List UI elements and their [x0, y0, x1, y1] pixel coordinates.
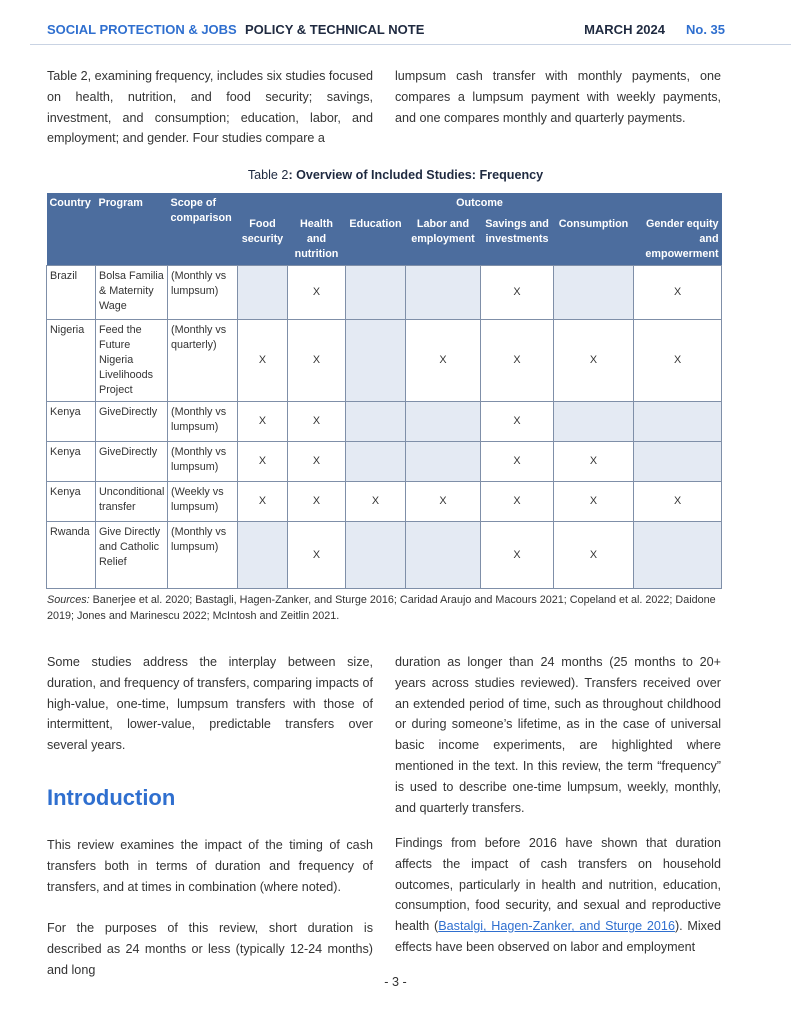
- cell-savings-investments: X: [481, 522, 554, 589]
- cell-program: GiveDirectly: [96, 402, 168, 442]
- table-row: [47, 522, 722, 589]
- body-paragraph-left-1: [47, 652, 373, 756]
- cell-food-security: X: [238, 482, 288, 522]
- cell-consumption: X: [554, 522, 634, 589]
- cell-labor-employment: [406, 522, 481, 589]
- cell-education: [346, 522, 406, 589]
- cell-consumption: X: [554, 442, 634, 482]
- cell-scope: (Monthly vs quarterly): [168, 320, 238, 402]
- frequency-table: [46, 193, 722, 589]
- sources-text: Banerjee et al. 2020; Bastagli, Hagen-Zanker, and Sturge 2016; Caridad Araujo and Macours 2021; Copeland et al. 2022; Daidone 2019; Jones and Marinescu 2022; McIntosh and Zeitlin 2021.: [47, 594, 716, 622]
- header-program: Program: [96, 193, 168, 266]
- table-row: [47, 266, 722, 320]
- document-type: POLICY & TECHNICAL NOTE: [245, 22, 425, 37]
- cell-education: X: [346, 482, 406, 522]
- body-paragraph-right-1: [395, 652, 721, 818]
- cell-consumption: X: [554, 482, 634, 522]
- publication-date: MARCH 2024: [584, 22, 665, 37]
- cell-savings-investments: X: [481, 482, 554, 522]
- cell-food-security: X: [238, 320, 288, 402]
- cell-education: [346, 402, 406, 442]
- cell-labor-employment: [406, 442, 481, 482]
- header-outcome: Outcome: [238, 193, 722, 214]
- series-title: SOCIAL PROTECTION & JOBS: [47, 22, 237, 37]
- header-scope: Scope of comparison: [168, 193, 238, 266]
- cell-consumption: [554, 402, 634, 442]
- cell-country: Nigeria: [47, 320, 96, 402]
- cell-savings-investments: X: [481, 320, 554, 402]
- header-education: Education: [346, 214, 406, 266]
- header-health-nutrition: Health and nutrition: [288, 214, 346, 266]
- body-text: duration as longer than 24 months (25 months to 20+ years across studies reviewed). Transfers received over an extended period of time, such as throughout childhood or during someone’s lifetime, as in the case of universal basic income experiments, are highlighted where mentioned in the text. In this review, the term “frequency” is used to describe one-time lumpsum, weekly, monthly, and quarterly transfers.: [395, 655, 721, 815]
- header-divider: [30, 44, 791, 45]
- page-header: [47, 20, 725, 42]
- cell-country: Kenya: [47, 442, 96, 482]
- cell-scope: (Monthly vs lumpsum): [168, 266, 238, 320]
- body-text: Some studies address the interplay between size, duration, and frequency of transfers, comparing impacts of high-value, one-time, lumpsum transfers with those of intermittent, lower-value, predictable transfers over several years.: [47, 655, 373, 753]
- body-paragraph-left-3: [47, 918, 373, 980]
- header-food-security: Food security: [238, 214, 288, 266]
- cell-food-security: X: [238, 402, 288, 442]
- header-country: Country: [47, 193, 96, 266]
- header-gender-equity: Gender equity and empowerment: [634, 214, 722, 266]
- cell-gender-equity: [634, 442, 722, 482]
- cell-labor-employment: X: [406, 482, 481, 522]
- section-heading: Introduction: [47, 785, 176, 810]
- table-row: [47, 402, 722, 442]
- body-text: This review examines the impact of the timing of cash transfers both in terms of duration and frequency of transfers, and at times in combination (where noted).: [47, 838, 373, 894]
- cell-country: Kenya: [47, 482, 96, 522]
- cell-labor-employment: X: [406, 320, 481, 402]
- intro-paragraph-left: [47, 66, 373, 149]
- cell-health-nutrition: X: [288, 402, 346, 442]
- cell-gender-equity: [634, 522, 722, 589]
- header-savings-investments: Savings and investments: [481, 214, 554, 266]
- cell-savings-investments: X: [481, 442, 554, 482]
- body-text: For the purposes of this review, short duration is described as 24 months or less (typically 12-24 months) and long: [47, 921, 373, 977]
- intro-text-right: lumpsum cash transfer with monthly payments, one compares a lumpsum payment with weekly payments, and one compares monthly and quarterly payments.: [395, 69, 721, 125]
- sources-label: Sources:: [47, 594, 90, 606]
- table-caption: [0, 168, 791, 182]
- cell-program: GiveDirectly: [96, 442, 168, 482]
- cell-savings-investments: X: [481, 402, 554, 442]
- cell-health-nutrition: X: [288, 522, 346, 589]
- cell-education: [346, 442, 406, 482]
- cell-health-nutrition: X: [288, 482, 346, 522]
- table-row: [47, 320, 722, 402]
- cell-gender-equity: X: [634, 320, 722, 402]
- body-paragraph-right-2: [395, 833, 721, 958]
- cell-program: Feed the Future Nigeria Livelihoods Project: [96, 320, 168, 402]
- body-text: [395, 833, 721, 958]
- cell-labor-employment: [406, 402, 481, 442]
- body-paragraph-left-2: [47, 835, 373, 897]
- intro-paragraph-right: [395, 66, 721, 128]
- cell-health-nutrition: X: [288, 320, 346, 402]
- cell-health-nutrition: X: [288, 266, 346, 320]
- intro-text-left: Table 2, examining frequency, includes six studies focused on health, nutrition, and food security; savings, investment, and consumption; education, labor, and employment; and gender. Four studies compare a: [47, 69, 373, 146]
- cell-gender-equity: X: [634, 266, 722, 320]
- table-row: [47, 442, 722, 482]
- cell-education: [346, 266, 406, 320]
- cell-gender-equity: X: [634, 482, 722, 522]
- table-caption-title: : Overview of Included Studies: Frequency: [288, 168, 544, 182]
- table-caption-prefix: Table 2: [247, 168, 289, 182]
- cell-program: Bolsa Familia & Maternity Wage: [96, 266, 168, 320]
- cell-food-security: [238, 522, 288, 589]
- table-sources: [47, 592, 723, 624]
- cell-food-security: [238, 266, 288, 320]
- page-number: - 3 -: [384, 975, 407, 989]
- cell-scope: (Monthly vs lumpsum): [168, 442, 238, 482]
- cell-country: Brazil: [47, 266, 96, 320]
- issue-number: No. 35: [685, 22, 725, 37]
- header-labor-employment: Labor and employment: [406, 214, 481, 266]
- cell-gender-equity: [634, 402, 722, 442]
- header-consumption: Consumption: [554, 214, 634, 266]
- cell-program: Give Directly and Catholic Relief: [96, 522, 168, 589]
- cell-consumption: [554, 266, 634, 320]
- cell-education: [346, 320, 406, 402]
- cell-country: Kenya: [47, 402, 96, 442]
- cell-health-nutrition: X: [288, 442, 346, 482]
- cell-consumption: X: [554, 320, 634, 402]
- citation-link[interactable]: Bastalgi, Hagen-Zanker, and Sturge 2016: [438, 919, 675, 934]
- cell-country: Rwanda: [47, 522, 96, 589]
- body-text-part: ). Mixed effects have been observed on labor and employment: [395, 919, 721, 954]
- body-text-part: Findings from before 2016 have shown that duration affects the impact of cash transfers on household outcomes, particularly in health and nutrition, education, consumption, food security, and sexual and reproductive health (: [395, 836, 721, 934]
- cell-food-security: X: [238, 442, 288, 482]
- cell-program: Unconditional transfer: [96, 482, 168, 522]
- cell-scope: (Weekly vs lumpsum): [168, 482, 238, 522]
- cell-labor-employment: [406, 266, 481, 320]
- cell-scope: (Monthly vs lumpsum): [168, 402, 238, 442]
- cell-savings-investments: X: [481, 266, 554, 320]
- table-row: [47, 482, 722, 522]
- cell-scope: (Monthly vs lumpsum): [168, 522, 238, 589]
